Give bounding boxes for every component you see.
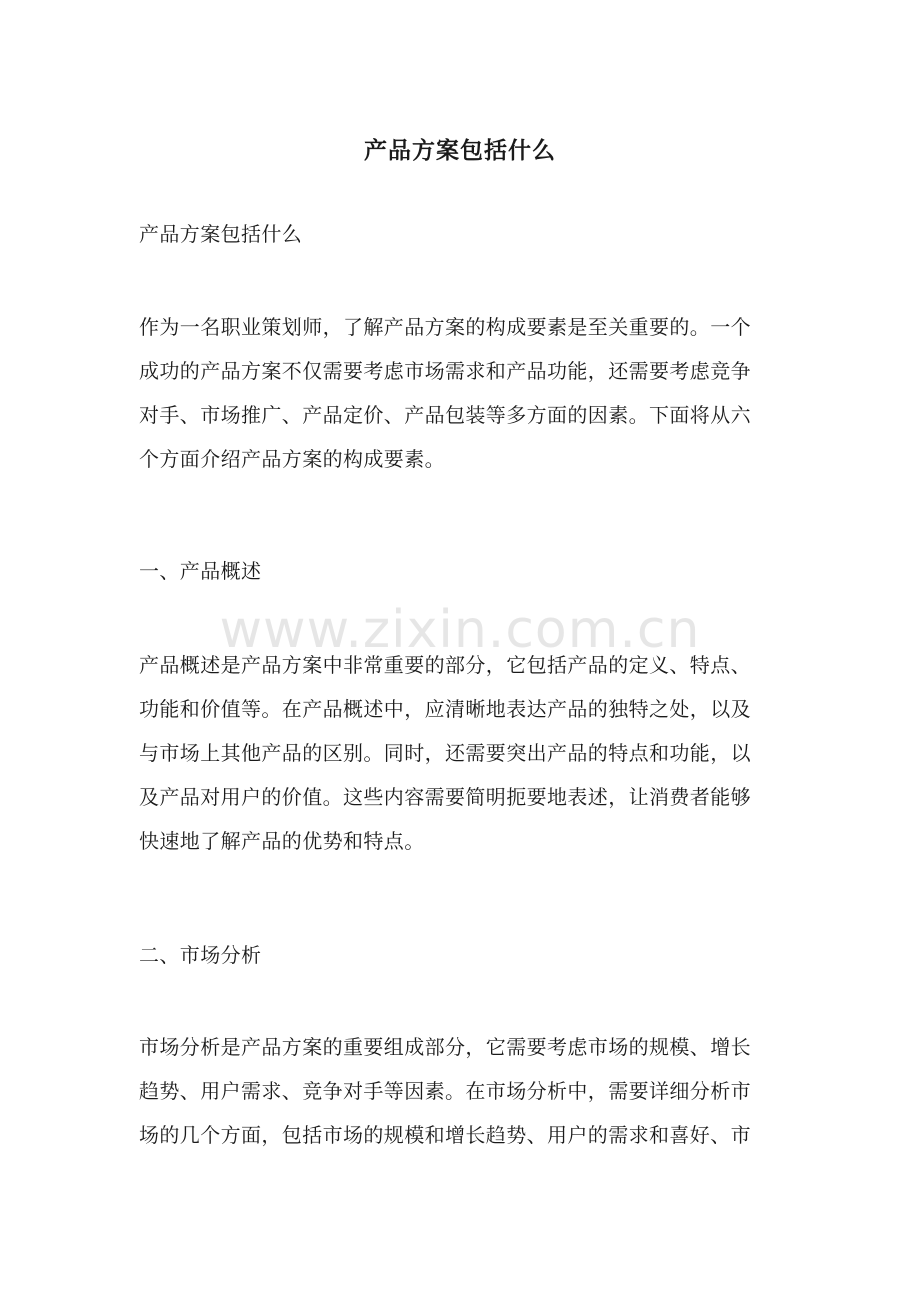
- paragraph-line: 及产品对用户的价值。这些内容需要简明扼要地表述，让消费者能够: [139, 785, 751, 809]
- section-heading-product-overview: 一、产品概述: [139, 559, 262, 583]
- product-overview-paragraph: [139, 643, 799, 863]
- intro-line: 个方面介绍产品方案的构成要素。: [139, 447, 445, 471]
- intro-paragraph: [139, 305, 799, 481]
- market-analysis-paragraph: [139, 1025, 799, 1157]
- paragraph-line: 快速地了解产品的优势和特点。: [139, 829, 425, 853]
- intro-line: 作为一名职业策划师，了解产品方案的构成要素是至关重要的。一个: [139, 315, 751, 339]
- paragraph-line: 市场分析是产品方案的重要组成部分，它需要考虑市场的规模、增长: [139, 1035, 751, 1059]
- paragraph-line: 功能和价值等。在产品概述中，应清晰地表达产品的独特之处，以及: [139, 697, 751, 721]
- paragraph-line: 场的几个方面，包括市场的规模和增长趋势、用户的需求和喜好、市: [139, 1123, 751, 1147]
- paragraph-line: 趋势、用户需求、竞争对手等因素。在市场分析中，需要详细分析市: [139, 1079, 751, 1103]
- paragraph-line: 与市场上其他产品的区别。同时，还需要突出产品的特点和功能，以: [139, 741, 751, 765]
- paragraph-line: 产品概述是产品方案中非常重要的部分，它包括产品的定义、特点、: [139, 653, 751, 677]
- intro-line: 对手、市场推广、产品定价、产品包装等多方面的因素。下面将从六: [139, 403, 751, 427]
- intro-line: 成功的产品方案不仅需要考虑市场需求和产品功能，还需要考虑竞争: [139, 359, 751, 383]
- document-title: 产品方案包括什么: [364, 137, 556, 165]
- document-subtitle: 产品方案包括什么: [139, 222, 303, 246]
- section-heading-market-analysis: 二、市场分析: [139, 943, 262, 967]
- watermark: www.zixin.com.cn: [219, 600, 701, 660]
